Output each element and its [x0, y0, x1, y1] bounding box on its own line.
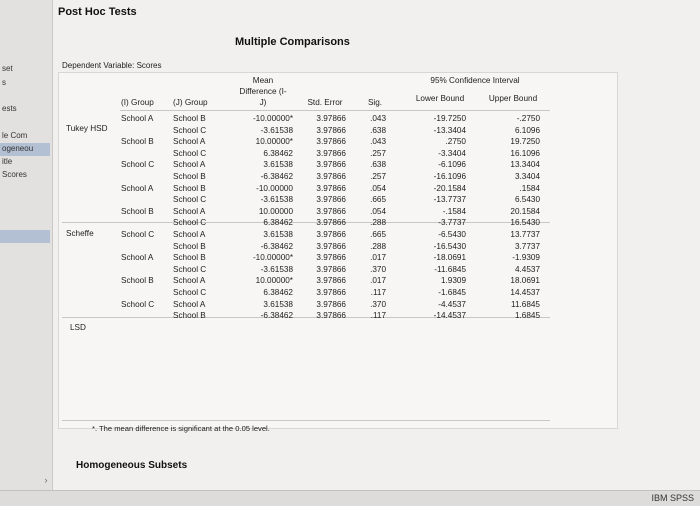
cell-ub: .1584 — [519, 183, 540, 193]
cell-ub: 3.7737 — [514, 241, 540, 251]
cell-se: 3.97866 — [316, 264, 346, 274]
cell-i: School B — [121, 206, 154, 216]
cell-lb: -11.6845 — [434, 264, 466, 274]
cell-md: 3.61538 — [263, 299, 293, 309]
outline-item-homogeneous[interactable]: ogeneou — [2, 144, 34, 153]
cell-se: 3.97866 — [316, 125, 346, 135]
cell-ub: 4.4537 — [514, 264, 540, 274]
cell-sig: .043 — [370, 114, 386, 123]
header-divider — [120, 110, 550, 111]
header-sig: Sig. — [367, 98, 383, 107]
cell-ub: 6.1096 — [514, 125, 540, 135]
cell-sig: .054 — [370, 206, 386, 216]
cell-sig: .257 — [370, 148, 386, 158]
cell-ub: 3.3404 — [514, 172, 540, 181]
method-scheffe: Scheffe — [66, 229, 94, 238]
cell-sig: .638 — [370, 125, 386, 135]
homogeneous-subsets-heading: Homogeneous Subsets — [76, 460, 188, 471]
cell-md: 6.38462 — [263, 148, 293, 158]
cell-md: -3.61538 — [260, 264, 293, 274]
outline-item-comparisons[interactable]: le Com — [2, 131, 28, 140]
cell-sig: .370 — [370, 264, 386, 274]
outline-item-set[interactable]: set — [2, 64, 13, 73]
cell-j: School A — [173, 299, 206, 309]
cell-se: 3.97866 — [316, 253, 346, 263]
cell-se: 3.97866 — [316, 183, 346, 193]
cell-md: 10.00000 — [258, 206, 293, 216]
cell-j: School A — [173, 160, 206, 170]
header-lower-bound: Lower Bound — [415, 94, 465, 103]
cell-se: 3.97866 — [316, 311, 346, 321]
cell-se: 3.97866 — [316, 241, 346, 251]
cell-j: School C — [173, 148, 207, 158]
cell-i: School C — [121, 299, 155, 309]
cell-j: School C — [173, 264, 207, 274]
cell-se: 3.97866 — [316, 195, 346, 205]
method-tukey: Tukey HSD — [66, 124, 108, 133]
cell-lb: -6.1096 — [438, 160, 466, 170]
cell-ub: 14.4537 — [510, 288, 540, 297]
scroll-right-icon[interactable]: › — [44, 475, 48, 485]
cell-j: School A — [173, 230, 206, 239]
cell-lb: -13.3404 — [433, 125, 466, 135]
cell-j: School A — [173, 276, 206, 286]
header-upper-bound: Upper Bound — [488, 94, 538, 103]
cell-j: School B — [173, 183, 206, 193]
cell-se: 3.97866 — [316, 230, 346, 239]
cell-sig: .638 — [370, 160, 386, 170]
table-title: Multiple Comparisons — [235, 36, 350, 48]
cell-md: -6.38462 — [260, 241, 293, 251]
outline-pane[interactable] — [0, 0, 53, 490]
cell-i: School C — [121, 160, 155, 170]
cell-ub: 13.3404 — [510, 160, 540, 170]
cell-md: 3.61538 — [263, 160, 293, 170]
cell-se: 3.97866 — [316, 148, 346, 158]
cell-md: -6.38462 — [260, 311, 293, 321]
cell-md: 6.38462 — [263, 288, 293, 297]
cell-ub: 11.6845 — [511, 299, 540, 309]
cell-lb: -16.1096 — [433, 172, 466, 181]
cell-sig: .043 — [370, 137, 386, 147]
cell-sig: .288 — [370, 241, 386, 251]
cell-ub: 18.0691 — [510, 276, 540, 286]
cell-lb: -3.7737 — [438, 218, 466, 228]
cell-ub: 6.5430 — [514, 195, 540, 205]
cell-j: School A — [173, 206, 206, 216]
cell-se: 3.97866 — [316, 160, 346, 170]
cell-sig: .665 — [370, 230, 386, 239]
header-mean-2: Difference (I- — [239, 87, 287, 96]
cell-ub: 1.6845 — [514, 311, 540, 321]
cell-se: 3.97866 — [316, 299, 346, 309]
outline-highlight-2 — [0, 230, 50, 243]
status-bar — [0, 490, 700, 506]
footnote: *. The mean difference is significant at the 0.05 level. — [92, 424, 270, 433]
cell-j: School A — [173, 137, 206, 147]
cell-lb: -14.4537 — [433, 311, 466, 321]
cell-md: -10.00000* — [252, 114, 293, 123]
cell-i: School A — [121, 114, 154, 123]
cell-j: School C — [173, 125, 207, 135]
cell-ub: 16.1096 — [510, 148, 540, 158]
cell-sig: .288 — [370, 218, 386, 228]
cell-md: -10.00000 — [256, 183, 293, 193]
cell-sig: .117 — [370, 288, 386, 297]
cell-lb: -19.7250 — [433, 114, 466, 123]
outline-item-s[interactable]: s — [2, 78, 6, 87]
cell-lb: -20.1584 — [433, 183, 466, 193]
cell-sig: .017 — [370, 276, 386, 286]
cell-i: School A — [121, 253, 154, 263]
cell-j: School C — [173, 218, 207, 228]
cell-lb: -3.3404 — [438, 148, 466, 158]
cell-ub: 20.1584 — [510, 206, 540, 216]
method-lsd: LSD — [70, 323, 86, 332]
cell-se: 3.97866 — [316, 276, 346, 286]
cell-lb: -16.5430 — [433, 241, 466, 251]
header-std-error: Std. Error — [307, 98, 343, 107]
cell-j: School B — [173, 241, 206, 251]
cell-j: School B — [173, 311, 206, 321]
dependent-variable-label: Dependent Variable: Scores — [62, 61, 162, 70]
cell-se: 3.97866 — [316, 206, 346, 216]
cell-ub: -.2750 — [516, 114, 540, 123]
cell-se: 3.97866 — [316, 218, 346, 228]
header-j-group: (J) Group — [173, 98, 208, 107]
cell-ub: 13.7737 — [510, 230, 540, 239]
cell-i: School B — [121, 137, 154, 147]
header-mean-3: J) — [259, 98, 267, 107]
cell-i: School A — [121, 183, 154, 193]
cell-sig: .665 — [370, 195, 386, 205]
cell-md: -3.61538 — [260, 125, 293, 135]
cell-se: 3.97866 — [316, 288, 346, 297]
cell-ub: -1.9309 — [512, 253, 540, 263]
cell-lb: 1.9309 — [440, 276, 466, 286]
cell-md: -6.38462 — [260, 172, 293, 181]
cell-lb: -4.4537 — [438, 299, 466, 309]
cell-i: School C — [121, 230, 155, 239]
cell-lb: -.1584 — [442, 206, 466, 216]
cell-md: -10.00000* — [252, 253, 293, 263]
cell-ub: 19.7250 — [510, 137, 540, 147]
cell-sig: .054 — [370, 183, 386, 193]
cell-md: -3.61538 — [260, 195, 293, 205]
outline-item-scores[interactable]: Scores — [2, 170, 27, 179]
cell-j: School B — [173, 253, 206, 263]
cell-j: School C — [173, 288, 207, 297]
cell-sig: .370 — [370, 299, 386, 309]
ibm-spss-label: IBM SPSS — [651, 493, 694, 503]
cell-j: School C — [173, 195, 207, 205]
cell-se: 3.97866 — [316, 137, 346, 147]
outline-item-title[interactable]: itle — [2, 157, 13, 166]
cell-sig: .017 — [370, 253, 386, 263]
cell-md: 6.38462 — [263, 218, 293, 228]
cell-j: School B — [173, 114, 206, 123]
cell-se: 3.97866 — [316, 172, 346, 181]
cell-sig: .117 — [370, 311, 386, 321]
cell-md: 3.61538 — [263, 230, 293, 239]
cell-ub: 16.5430 — [510, 218, 540, 228]
cell-lb: -6.5430 — [438, 230, 466, 239]
post-hoc-tests-heading: Post Hoc Tests — [58, 6, 137, 18]
cell-se: 3.97866 — [316, 114, 346, 123]
header-mean-1: Mean — [252, 76, 274, 85]
cell-lb: .2750 — [445, 137, 466, 147]
header-i-group: (I) Group — [121, 98, 154, 107]
cell-j: School B — [173, 172, 206, 181]
cell-i: School B — [121, 276, 154, 286]
header-ci: 95% Confidence Interval — [430, 76, 520, 85]
cell-md: 10.00000* — [255, 137, 293, 147]
cell-lb: -13.7737 — [433, 195, 466, 205]
cell-lb: -18.0691 — [433, 253, 466, 263]
outline-item-tests[interactable]: ests — [2, 104, 17, 113]
cell-lb: -1.6845 — [438, 288, 466, 297]
cell-sig: .257 — [370, 172, 386, 181]
table-bottom-rule — [62, 420, 550, 421]
cell-md: 10.00000* — [255, 276, 293, 286]
